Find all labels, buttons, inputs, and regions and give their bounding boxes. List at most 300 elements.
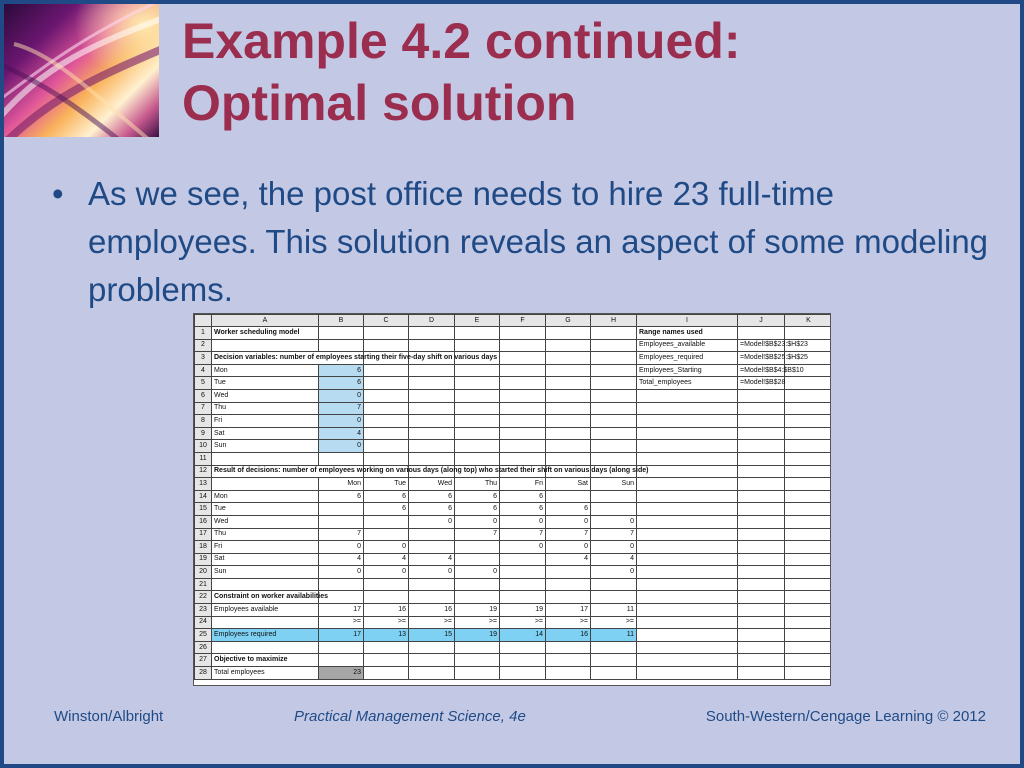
spreadsheet-cell [500,415,546,428]
title-line-1: Example 4.2 continued: [182,13,741,69]
row-header: 7 [195,402,212,415]
spreadsheet-cell [364,427,409,440]
spreadsheet-cell [591,440,637,453]
spreadsheet-cell [364,641,409,654]
spreadsheet-cell: Fri [212,541,319,554]
spreadsheet-cell: Tue [212,377,319,390]
spreadsheet-cell: =Model!$B$4:$B$10 [738,364,785,377]
spreadsheet-row [195,641,832,654]
spreadsheet-cell [738,604,785,617]
spreadsheet-cell [637,578,738,591]
spreadsheet-cell [364,339,409,352]
spreadsheet-cell [785,604,832,617]
spreadsheet-cell [637,440,738,453]
spreadsheet-row [195,452,832,465]
spreadsheet-cell [591,427,637,440]
row-header: 14 [195,490,212,503]
spreadsheet-cell [637,566,738,579]
spreadsheet-cell: 6 [546,503,591,516]
row-header: 24 [195,616,212,629]
spreadsheet-cell [546,654,591,667]
spreadsheet-cell: Wed [212,515,319,528]
spreadsheet-row [195,352,832,365]
spreadsheet-cell: 0 [500,515,546,528]
spreadsheet-cell [409,591,455,604]
spreadsheet-cell [409,389,455,402]
spreadsheet-cell: Constraint on worker availabilities [212,591,319,604]
spreadsheet-cell: 14 [500,629,546,642]
spreadsheet-cell: 7 [546,528,591,541]
spreadsheet-cell: 0 [319,440,364,453]
spreadsheet-cell: >= [319,616,364,629]
spreadsheet-cell [212,578,319,591]
spreadsheet-cell [738,553,785,566]
spreadsheet-cell [319,515,364,528]
row-header: 1 [195,327,212,340]
spreadsheet-cell [785,402,832,415]
spreadsheet-cell [500,440,546,453]
row-header: 27 [195,654,212,667]
spreadsheet-cell [785,566,832,579]
spreadsheet-cell: Tue [212,503,319,516]
spreadsheet-row [195,578,832,591]
spreadsheet-cell [455,415,500,428]
spreadsheet-cell [455,402,500,415]
spreadsheet-cell: >= [364,616,409,629]
spreadsheet-cell: 11 [591,629,637,642]
spreadsheet-row [195,389,832,402]
row-header: 15 [195,503,212,516]
spreadsheet-cell: 0 [455,515,500,528]
spreadsheet-cell [364,528,409,541]
spreadsheet-row [195,553,832,566]
spreadsheet-row [195,377,832,390]
spreadsheet-cell [500,377,546,390]
spreadsheet-cell: 7 [591,528,637,541]
spreadsheet-cell [637,402,738,415]
spreadsheet-cell: >= [591,616,637,629]
spreadsheet-cell: 6 [500,503,546,516]
spreadsheet-row [195,541,832,554]
spreadsheet-cell: =Model!$B$28 [738,377,785,390]
row-header: 26 [195,641,212,654]
spreadsheet-cell [591,641,637,654]
spreadsheet-cell [546,452,591,465]
spreadsheet-cell: 4 [591,553,637,566]
spreadsheet-cell: Thu [212,402,319,415]
spreadsheet-cell: 23 [319,667,364,680]
spreadsheet-table [194,314,831,680]
spreadsheet-cell [637,616,738,629]
spreadsheet-cell [409,541,455,554]
spreadsheet-cell [409,402,455,415]
column-header: D [409,315,455,327]
row-header: 11 [195,452,212,465]
spreadsheet-cell [637,389,738,402]
spreadsheet-cell: 4 [546,553,591,566]
spreadsheet-cell [319,578,364,591]
spreadsheet-cell [637,629,738,642]
row-header: 19 [195,553,212,566]
spreadsheet-cell: 19 [455,629,500,642]
spreadsheet-cell: Employees required [212,629,319,642]
row-header: 17 [195,528,212,541]
spreadsheet-row [195,490,832,503]
spreadsheet-cell [546,402,591,415]
spreadsheet-cell [364,591,409,604]
spreadsheet-cell [364,389,409,402]
column-header: A [212,315,319,327]
spreadsheet-cell: 0 [319,389,364,402]
spreadsheet-cell [455,327,500,340]
column-header: B [319,315,364,327]
spreadsheet-cell: 4 [319,427,364,440]
spreadsheet-cell [591,415,637,428]
spreadsheet-cell [591,377,637,390]
spreadsheet-cell [546,440,591,453]
column-header: F [500,315,546,327]
spreadsheet-cell [591,503,637,516]
bullet-text: As we see, the post office needs to hire 23 full-time employees. This solution reveals an aspect of some modeling problems. [88,175,989,308]
spreadsheet-cell [455,440,500,453]
decorative-corner-image [4,4,159,137]
spreadsheet-cell [455,578,500,591]
spreadsheet-cell [591,654,637,667]
spreadsheet-cell [546,352,591,365]
spreadsheet-cell [637,490,738,503]
spreadsheet-cell [591,591,637,604]
spreadsheet-cell: 6 [319,490,364,503]
spreadsheet-cell [455,541,500,554]
row-header: 3 [195,352,212,365]
row-header: 28 [195,667,212,680]
spreadsheet-cell [455,641,500,654]
spreadsheet-cell [409,339,455,352]
spreadsheet-cell: Objective to maximize [212,654,319,667]
spreadsheet-cell [785,528,832,541]
spreadsheet-cell: 17 [319,604,364,617]
spreadsheet-cell [500,566,546,579]
spreadsheet-row [195,591,832,604]
spreadsheet-cell: Range names used [637,327,738,340]
spreadsheet-cell [364,515,409,528]
spreadsheet-cell [738,566,785,579]
spreadsheet-cell [738,528,785,541]
row-header: 8 [195,415,212,428]
spreadsheet-cell [455,667,500,680]
spreadsheet-cell: Mon [319,478,364,491]
spreadsheet-cell [455,654,500,667]
spreadsheet-row [195,415,832,428]
spreadsheet-cell: Sat [212,553,319,566]
spreadsheet-cell [500,327,546,340]
spreadsheet-cell: 0 [364,541,409,554]
spreadsheet-cell: 16 [409,604,455,617]
spreadsheet-cell [785,503,832,516]
spreadsheet-row [195,478,832,491]
spreadsheet-cell: 0 [500,541,546,554]
spreadsheet-cell [500,553,546,566]
spreadsheet-cell [409,327,455,340]
spreadsheet-cell [364,402,409,415]
footer [4,704,1020,734]
spreadsheet-cell: Employees available [212,604,319,617]
row-header: 2 [195,339,212,352]
spreadsheet-cell [637,591,738,604]
spreadsheet-cell [738,654,785,667]
spreadsheet-cell [637,604,738,617]
spreadsheet-row [195,402,832,415]
spreadsheet-row [195,515,832,528]
spreadsheet-cell [637,503,738,516]
spreadsheet-cell [738,541,785,554]
spreadsheet-cell: 6 [319,364,364,377]
spreadsheet-cell [738,641,785,654]
spreadsheet-cell [785,465,832,478]
spreadsheet-cell [546,327,591,340]
title-line-2: Optimal solution [182,75,577,131]
spreadsheet-cell [637,465,738,478]
spreadsheet-cell [785,591,832,604]
spreadsheet-cell [637,528,738,541]
spreadsheet-cell: Mon [212,490,319,503]
spreadsheet-cell: 16 [546,629,591,642]
spreadsheet-cell [785,641,832,654]
spreadsheet-cell: Sat [546,478,591,491]
spreadsheet-cell [546,641,591,654]
spreadsheet-cell [591,578,637,591]
spreadsheet-cell [500,389,546,402]
spreadsheet-cell [738,402,785,415]
spreadsheet-cell [591,364,637,377]
column-header: H [591,315,637,327]
spreadsheet-cell [409,427,455,440]
row-header: 20 [195,566,212,579]
spreadsheet-cell: 0 [319,541,364,554]
spreadsheet-cell: Worker scheduling model [212,327,319,340]
spreadsheet-cell [785,415,832,428]
spreadsheet-row [195,629,832,642]
column-header: G [546,315,591,327]
spreadsheet-cell [785,578,832,591]
spreadsheet-cell: Fri [500,478,546,491]
row-header: 23 [195,604,212,617]
spreadsheet-cell [500,667,546,680]
spreadsheet-cell: 7 [319,528,364,541]
spreadsheet-cell [212,641,319,654]
spreadsheet-cell: Total_employees [637,377,738,390]
row-header: 13 [195,478,212,491]
spreadsheet-row [195,528,832,541]
spreadsheet-cell: 19 [500,604,546,617]
row-header: 12 [195,465,212,478]
row-header: 25 [195,629,212,642]
spreadsheet-cell: Sun [212,440,319,453]
spreadsheet-cell: >= [409,616,455,629]
spreadsheet-cell [409,528,455,541]
spreadsheet-cell: 4 [319,553,364,566]
spreadsheet-cell [738,591,785,604]
spreadsheet-cell: 0 [364,566,409,579]
spreadsheet-cell: 7 [500,528,546,541]
spreadsheet-cell [637,541,738,554]
spreadsheet-cell [546,578,591,591]
spreadsheet-cell [546,490,591,503]
spreadsheet-row [195,327,832,340]
spreadsheet-cell: 6 [455,490,500,503]
spreadsheet-cell [738,478,785,491]
spreadsheet-cell [738,415,785,428]
spreadsheet-cell [785,478,832,491]
spreadsheet-cell: 0 [546,541,591,554]
spreadsheet-cell: =Model!$B$25:$H$25 [738,352,785,365]
spreadsheet-cell [409,654,455,667]
spreadsheet-cell [637,641,738,654]
spreadsheet-cell [500,591,546,604]
spreadsheet-cell [785,389,832,402]
spreadsheet-cell: Employees_required [637,352,738,365]
spreadsheet-cell [591,402,637,415]
spreadsheet-cell: Result of decisions: number of employees working on various days (along top) who started their shift on various days (along side) [212,465,319,478]
spreadsheet-cell: 0 [319,566,364,579]
spreadsheet-cell [738,515,785,528]
slide-title [182,10,1002,134]
spreadsheet-cell: Sun [591,478,637,491]
spreadsheet-cell [364,364,409,377]
spreadsheet-cell [637,654,738,667]
spreadsheet-cell [455,364,500,377]
spreadsheet-cell [364,578,409,591]
row-header: 16 [195,515,212,528]
spreadsheet-cell: 6 [319,377,364,390]
spreadsheet-cell: 6 [455,503,500,516]
spreadsheet-cell: 0 [591,566,637,579]
spreadsheet-cell [409,641,455,654]
spreadsheet-cell: 0 [319,415,364,428]
spreadsheet-cell [785,515,832,528]
spreadsheet-cell: >= [546,616,591,629]
spreadsheet-cell: 0 [455,566,500,579]
spreadsheet-cell [500,452,546,465]
column-header: K [785,315,832,327]
spreadsheet-cell [500,352,546,365]
spreadsheet-cell [500,402,546,415]
spreadsheet-cell [546,591,591,604]
spreadsheet-cell: Thu [212,528,319,541]
spreadsheet-cell: Thu [455,478,500,491]
spreadsheet-cell [500,641,546,654]
spreadsheet-cell: 17 [319,629,364,642]
column-header: C [364,315,409,327]
spreadsheet-cell [785,553,832,566]
spreadsheet-cell [409,415,455,428]
spreadsheet-cell [455,389,500,402]
spreadsheet-cell [738,578,785,591]
spreadsheet-cell: 15 [409,629,455,642]
bullet-symbol: • [52,175,64,212]
row-header: 9 [195,427,212,440]
spreadsheet-cell [785,377,832,390]
spreadsheet-cell: Total employees [212,667,319,680]
spreadsheet-cell [455,452,500,465]
spreadsheet-cell [546,566,591,579]
spreadsheet-cell [738,616,785,629]
spreadsheet-cell [546,364,591,377]
spreadsheet-cell: 6 [364,490,409,503]
spreadsheet-row [195,503,832,516]
spreadsheet-cell: 0 [409,515,455,528]
spreadsheet-row [195,667,832,680]
spreadsheet-cell [785,452,832,465]
spreadsheet-cell [738,667,785,680]
column-header: E [455,315,500,327]
spreadsheet-cell: 6 [409,503,455,516]
spreadsheet-cell: 17 [546,604,591,617]
spreadsheet-row [195,440,832,453]
spreadsheet-cell [546,339,591,352]
spreadsheet-screenshot [193,313,831,686]
spreadsheet-cell [738,427,785,440]
spreadsheet-cell [591,327,637,340]
spreadsheet-cell [364,452,409,465]
spreadsheet-cell [364,327,409,340]
spreadsheet-cell [637,427,738,440]
spreadsheet-cell [591,339,637,352]
spreadsheet-cell [546,377,591,390]
spreadsheet-cell [785,616,832,629]
spreadsheet-cell [409,377,455,390]
spreadsheet-cell [212,478,319,491]
spreadsheet-cell [455,377,500,390]
spreadsheet-cell: Employees_Starting [637,364,738,377]
spreadsheet-cell [500,364,546,377]
spreadsheet-cell [785,629,832,642]
row-header: 4 [195,364,212,377]
spreadsheet-row [195,364,832,377]
spreadsheet-cell: Decision variables: number of employees starting their five-day shift on various days [212,352,319,365]
spreadsheet-cell [409,452,455,465]
spreadsheet-cell [637,452,738,465]
spreadsheet-cell: 19 [455,604,500,617]
spreadsheet-cell [364,667,409,680]
spreadsheet-cell [212,616,319,629]
spreadsheet-cell [738,440,785,453]
spreadsheet-cell [591,667,637,680]
spreadsheet-cell [738,389,785,402]
spreadsheet-cell [500,578,546,591]
spreadsheet-cell [785,654,832,667]
spreadsheet-cell [500,339,546,352]
spreadsheet-cell [637,415,738,428]
spreadsheet-cell [500,654,546,667]
spreadsheet-cell: 7 [319,402,364,415]
spreadsheet-cell: 0 [591,515,637,528]
spreadsheet-cell [546,389,591,402]
spreadsheet-row [195,339,832,352]
spreadsheet-row [195,604,832,617]
spreadsheet-cell: 0 [546,515,591,528]
spreadsheet-cell [738,503,785,516]
spreadsheet-cell [212,452,319,465]
spreadsheet-cell [364,377,409,390]
spreadsheet-cell [785,427,832,440]
spreadsheet-row [195,427,832,440]
spreadsheet-cell: >= [500,616,546,629]
spreadsheet-cell: 13 [364,629,409,642]
footer-book-title: Practical Management Science, 4e [294,708,526,725]
spreadsheet-cell: Mon [212,364,319,377]
spreadsheet-cell [409,364,455,377]
